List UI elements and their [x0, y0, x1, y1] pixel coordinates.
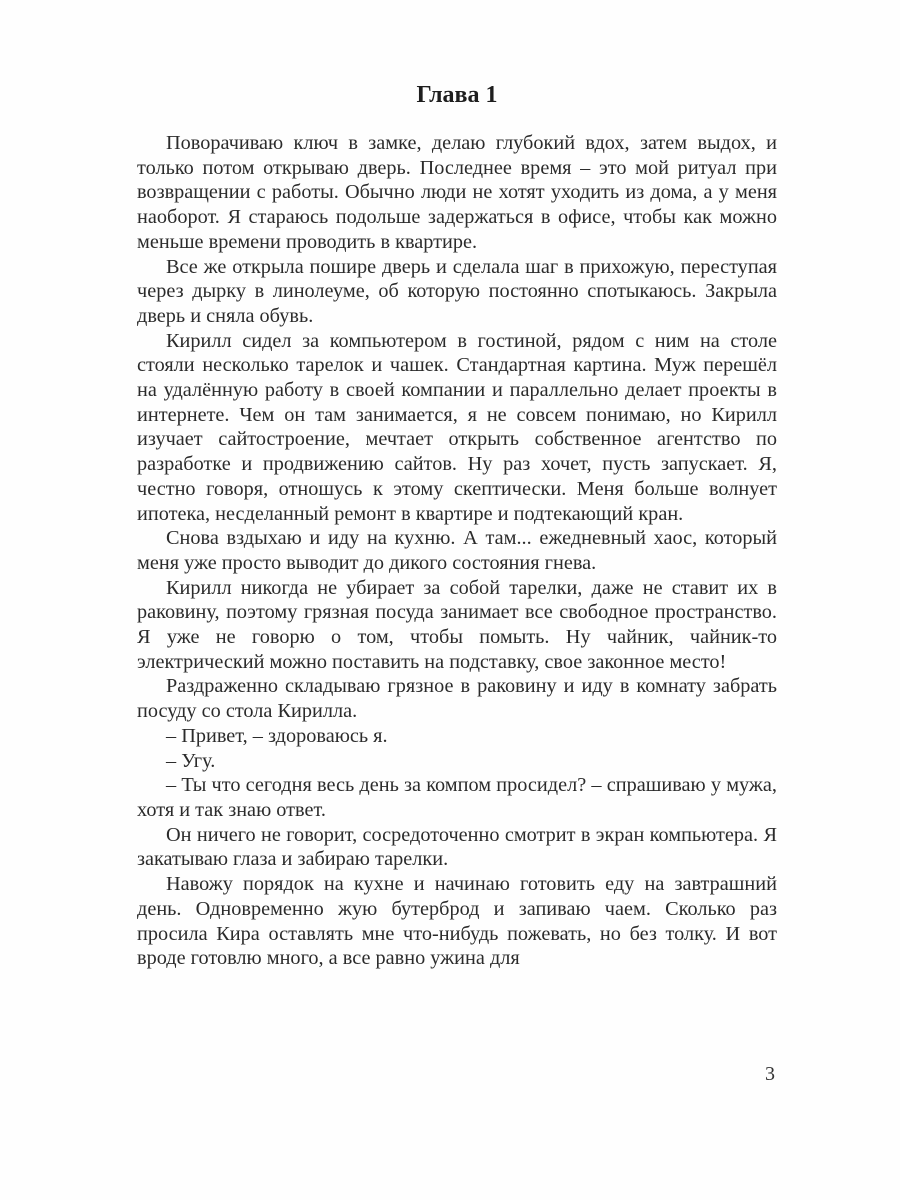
dialogue-line: – Ты что сегодня весь день за компом просидел? – спрашиваю у мужа, хотя и так знаю ответ. — [137, 774, 777, 821]
dialogue-line: – Привет, – здороваюсь я. — [166, 724, 388, 747]
page-number: 3 — [765, 1063, 775, 1085]
paragraph: Навожу порядок на кухне и начинаю готовить еду на завтрашний день. Одновременно жую бутерброд и запиваю чаем. Сколько раз просила Кира оставлять мне что-нибудь пожевать, но без толку. И вот вроде готовлю много, а все равно ужина для — [137, 873, 777, 970]
body-text — [137, 131, 777, 971]
paragraph: Все же открыла пошире дверь и сделала шаг в прихожую, переступая через дырку в линолеуме, об которую постоянно спотыкаюсь. Закрыла дверь и сняла обувь. — [137, 255, 777, 327]
paragraph: Поворачиваю ключ в замке, делаю глубокий вдох, затем выдох, и только потом открываю дверь. Последнее время – это мой ритуал при возвращении с работы. Обычно люди не хотят уходить из дома, а у меня наоборот. Я стараюсь подольше задержаться в офисе, чтобы как можно меньше времени проводить в квартире. — [137, 132, 777, 253]
paragraph: Снова вздыхаю и иду на кухню. А там... ежедневный хаос, который меня уже просто выводит до дикого состояния гнева. — [137, 527, 777, 574]
paragraph: Кирилл никогда не убирает за собой тарелки, даже не ставит их в раковину, поэтому грязная посуда занимает все свободное пространство. Я уже не говорю о том, чтобы помыть. Ну чайник, чайник-то электрический можно поставить на подставку, свое законное место! — [137, 576, 777, 673]
dialogue-line: – Угу. — [166, 749, 216, 772]
chapter-title: Глава 1 — [416, 82, 498, 108]
paragraph: Кирилл сидел за компьютером в гостиной, рядом с ним на столе стояли несколько тарелок и чашек. Стандартная картина. Муж перешёл на удалённую работу в своей компании и параллельно делает проекты в интернете. Чем он там занимается, я не совсем понимаю, но Кирилл изучает сайтостроение, мечтает открыть собственное агентство по разработке и продвижению сайтов. Ну раз хочет, пусть запускает. Я, честно говоря, отношусь к этому скептически. Меня больше волнует ипотека, несделанный ремонт в квартире и подтекающий кран. — [137, 329, 777, 525]
paragraph: Он ничего не говорит, сосредоточенно смотрит в экран компьютера. Я закатываю глаза и забираю тарелки. — [137, 823, 777, 871]
paragraph: Раздраженно складываю грязное в раковину и иду в комнату забрать посуду со стола Кирилла. — [137, 675, 777, 723]
